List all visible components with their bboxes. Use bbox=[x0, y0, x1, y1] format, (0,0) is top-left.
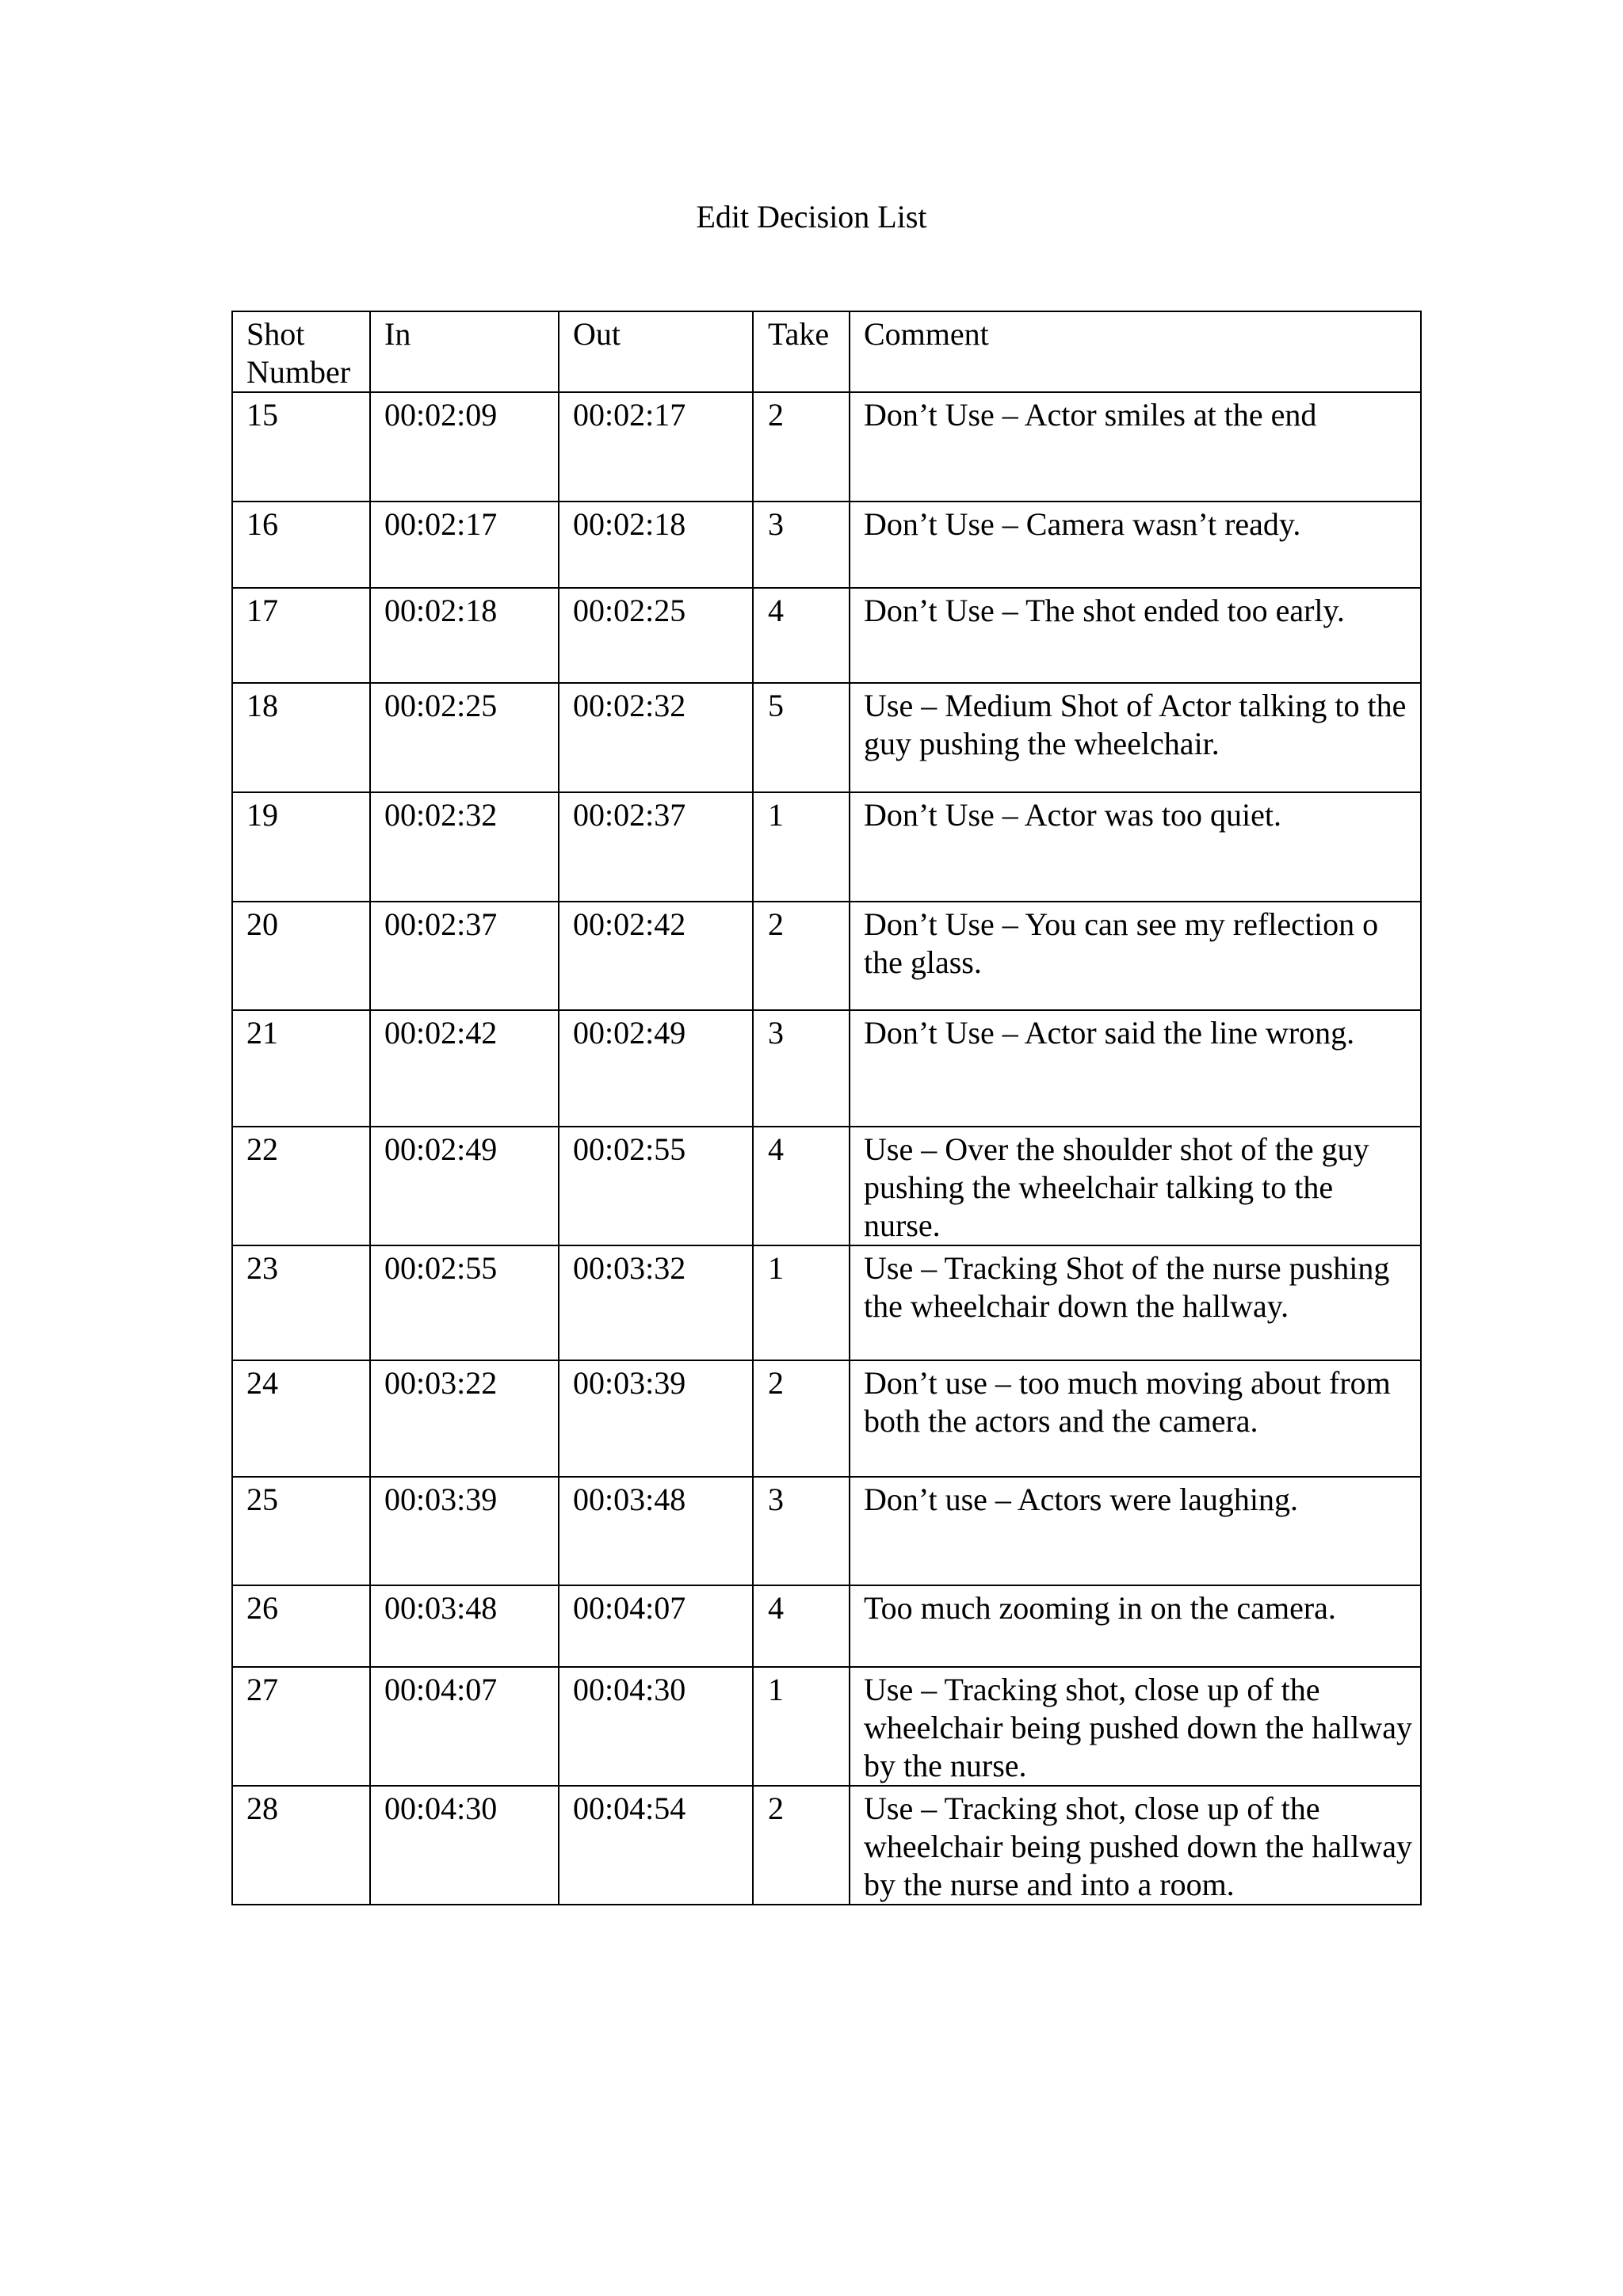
cell-in: 00:03:48 bbox=[370, 1585, 559, 1667]
cell-in: 00:02:09 bbox=[370, 392, 559, 502]
cell-in: 00:02:32 bbox=[370, 792, 559, 902]
cell-shot-number: 18 bbox=[232, 683, 370, 792]
cell-comment: Don’t use – too much moving about from both the actors and the camera. bbox=[850, 1360, 1421, 1477]
cell-comment: Use – Tracking shot, close up of the wheelchair being pushed down the hallway by the nurse and into a room. bbox=[850, 1786, 1421, 1905]
cell-take: 4 bbox=[753, 588, 850, 683]
table-row bbox=[232, 1127, 1421, 1245]
cell-in: 00:04:07 bbox=[370, 1667, 559, 1786]
header-shot-number: Shot Number bbox=[232, 311, 370, 392]
cell-shot-number: 20 bbox=[232, 902, 370, 1010]
cell-out: 00:02:32 bbox=[559, 683, 753, 792]
table-row bbox=[232, 1245, 1421, 1360]
cell-shot-number: 28 bbox=[232, 1786, 370, 1905]
table-row bbox=[232, 1786, 1421, 1905]
cell-comment: Use – Over the shoulder shot of the guy pushing the wheelchair talking to the nurse. bbox=[850, 1127, 1421, 1245]
cell-take: 1 bbox=[753, 1245, 850, 1360]
table-row bbox=[232, 1477, 1421, 1585]
cell-out: 00:02:37 bbox=[559, 792, 753, 902]
cell-in: 00:02:18 bbox=[370, 588, 559, 683]
cell-take: 2 bbox=[753, 1786, 850, 1905]
cell-out: 00:03:39 bbox=[559, 1360, 753, 1477]
cell-out: 00:02:25 bbox=[559, 588, 753, 683]
document-title: Edit Decision List bbox=[696, 199, 927, 235]
table-row bbox=[232, 392, 1421, 502]
cell-out: 00:04:30 bbox=[559, 1667, 753, 1786]
table-row bbox=[232, 502, 1421, 588]
table-row bbox=[232, 1585, 1421, 1667]
cell-in: 00:02:55 bbox=[370, 1245, 559, 1360]
cell-in: 00:02:42 bbox=[370, 1010, 559, 1127]
header-take: Take bbox=[753, 311, 850, 392]
cell-shot-number: 17 bbox=[232, 588, 370, 683]
cell-take: 3 bbox=[753, 502, 850, 588]
cell-comment: Don’t Use – Actor was too quiet. bbox=[850, 792, 1421, 902]
cell-take: 5 bbox=[753, 683, 850, 792]
cell-shot-number: 27 bbox=[232, 1667, 370, 1786]
table-header-row bbox=[232, 311, 1421, 392]
cell-take: 3 bbox=[753, 1010, 850, 1127]
cell-shot-number: 24 bbox=[232, 1360, 370, 1477]
cell-out: 00:04:54 bbox=[559, 1786, 753, 1905]
cell-in: 00:03:39 bbox=[370, 1477, 559, 1585]
table-row bbox=[232, 792, 1421, 902]
cell-in: 00:02:49 bbox=[370, 1127, 559, 1245]
edit-decision-table-body bbox=[232, 311, 1421, 1905]
cell-take: 4 bbox=[753, 1585, 850, 1667]
cell-out: 00:02:55 bbox=[559, 1127, 753, 1245]
cell-shot-number: 19 bbox=[232, 792, 370, 902]
cell-shot-number: 22 bbox=[232, 1127, 370, 1245]
cell-out: 00:02:42 bbox=[559, 902, 753, 1010]
cell-shot-number: 25 bbox=[232, 1477, 370, 1585]
cell-comment: Too much zooming in on the camera. bbox=[850, 1585, 1421, 1667]
cell-out: 00:03:48 bbox=[559, 1477, 753, 1585]
cell-take: 4 bbox=[753, 1127, 850, 1245]
cell-comment: Don’t Use – The shot ended too early. bbox=[850, 588, 1421, 683]
cell-out: 00:02:17 bbox=[559, 392, 753, 502]
cell-in: 00:02:25 bbox=[370, 683, 559, 792]
cell-in: 00:02:17 bbox=[370, 502, 559, 588]
cell-take: 1 bbox=[753, 1667, 850, 1786]
cell-take: 3 bbox=[753, 1477, 850, 1585]
header-comment: Comment bbox=[850, 311, 1421, 392]
table-row bbox=[232, 588, 1421, 683]
edit-decision-table bbox=[231, 311, 1422, 1905]
cell-shot-number: 16 bbox=[232, 502, 370, 588]
cell-comment: Don’t Use – Actor smiles at the end bbox=[850, 392, 1421, 502]
cell-out: 00:04:07 bbox=[559, 1585, 753, 1667]
cell-in: 00:04:30 bbox=[370, 1786, 559, 1905]
cell-comment: Don’t Use – Camera wasn’t ready. bbox=[850, 502, 1421, 588]
cell-comment: Don’t use – Actors were laughing. bbox=[850, 1477, 1421, 1585]
cell-take: 1 bbox=[753, 792, 850, 902]
table-row bbox=[232, 683, 1421, 792]
header-in: In bbox=[370, 311, 559, 392]
cell-comment: Use – Tracking Shot of the nurse pushing the wheelchair down the hallway. bbox=[850, 1245, 1421, 1360]
cell-take: 2 bbox=[753, 392, 850, 502]
header-out: Out bbox=[559, 311, 753, 392]
table-row bbox=[232, 1010, 1421, 1127]
cell-in: 00:02:37 bbox=[370, 902, 559, 1010]
cell-shot-number: 23 bbox=[232, 1245, 370, 1360]
cell-take: 2 bbox=[753, 902, 850, 1010]
cell-in: 00:03:22 bbox=[370, 1360, 559, 1477]
cell-comment: Use – Tracking shot, close up of the wheelchair being pushed down the hallway by the nurse. bbox=[850, 1667, 1421, 1786]
cell-out: 00:03:32 bbox=[559, 1245, 753, 1360]
table-row bbox=[232, 1360, 1421, 1477]
cell-out: 00:02:18 bbox=[559, 502, 753, 588]
table-row bbox=[232, 1667, 1421, 1786]
cell-comment: Use – Medium Shot of Actor talking to the guy pushing the wheelchair. bbox=[850, 683, 1421, 792]
cell-comment: Don’t Use – Actor said the line wrong. bbox=[850, 1010, 1421, 1127]
cell-shot-number: 15 bbox=[232, 392, 370, 502]
cell-take: 2 bbox=[753, 1360, 850, 1477]
cell-out: 00:02:49 bbox=[559, 1010, 753, 1127]
cell-shot-number: 26 bbox=[232, 1585, 370, 1667]
cell-shot-number: 21 bbox=[232, 1010, 370, 1127]
cell-comment: Don’t Use – You can see my reflection o the glass. bbox=[850, 902, 1421, 1010]
table-row bbox=[232, 902, 1421, 1010]
